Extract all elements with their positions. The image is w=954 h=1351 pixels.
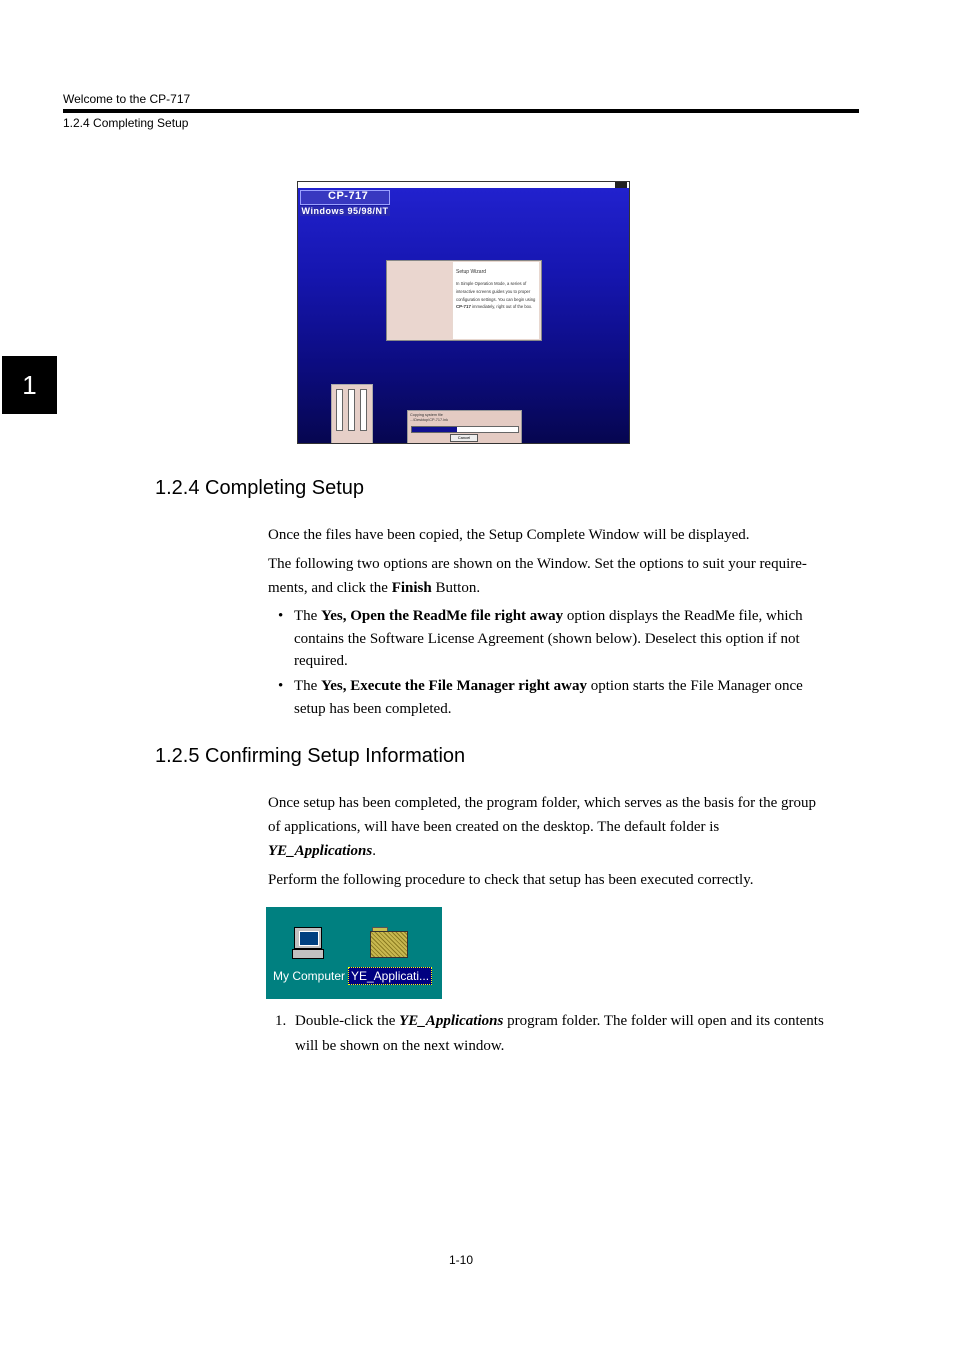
text-span: program folder. The folder will open and its contents xyxy=(503,1013,824,1029)
text-span: Double-click the xyxy=(295,1013,400,1029)
ye-applications-label[interactable]: YE_Applicati... xyxy=(348,967,432,985)
bullet-2-line2: setup has been completed. xyxy=(294,700,452,717)
setup-wizard-dialog xyxy=(386,260,542,341)
meter-1 xyxy=(336,389,343,431)
window-buttons xyxy=(615,182,627,188)
heading-124: 1.2.4 Completing Setup xyxy=(155,477,365,499)
progress-percent: 42 % xyxy=(458,427,466,431)
meter-2 xyxy=(348,389,355,431)
step-1-line1 xyxy=(295,1009,865,1033)
copy-progress-dialog xyxy=(407,410,522,444)
bullet-1-line1 xyxy=(294,605,854,628)
bullet-1-line2: contains the Software License Agreement (shown below). Deselect this option if not xyxy=(294,630,800,647)
meter-3 xyxy=(360,389,367,431)
step-1-line2: will be shown on the next window. xyxy=(295,1038,505,1054)
screenshot-titlebar xyxy=(298,182,629,188)
text-span: option starts the File Manager once xyxy=(587,678,803,694)
wizard-preview-panel xyxy=(388,262,452,339)
text-span: option displays the ReadMe file, which xyxy=(563,608,803,624)
my-computer-icon[interactable] xyxy=(292,927,322,959)
bullet-2 xyxy=(278,675,854,720)
step-number: 1. xyxy=(275,1013,287,1029)
finish-bold: Finish xyxy=(391,580,432,596)
progress-fill xyxy=(412,427,457,432)
folder-body xyxy=(370,931,408,958)
step-1 xyxy=(295,1009,865,1058)
chapter-tab: 1 xyxy=(2,356,57,414)
page-number: 1-10 xyxy=(449,1253,474,1267)
bullet-dot: • xyxy=(278,608,284,624)
para-124-2b xyxy=(268,576,480,600)
logo-name: CP-717 xyxy=(328,190,369,202)
copy-text xyxy=(410,413,448,423)
screen-shape xyxy=(299,931,319,946)
para-125-1a: Once setup has been completed, the program folder, which serves as the basis for the group xyxy=(268,795,816,811)
bullet-1-bold: Yes, Open the ReadMe file right away xyxy=(321,608,564,624)
step-folder-bold: YE_Applications xyxy=(399,1013,504,1029)
cancel-button[interactable]: Cancel xyxy=(450,434,478,442)
base-shape xyxy=(292,949,324,959)
wizard-text-1: In Simple Operation Mode, a series of interactive screens guides you to proper configuration settings. You can begin using xyxy=(456,281,536,302)
running-header-section: 1.2.4 Completing Setup xyxy=(63,116,189,130)
copy-path: ...\Desktop\CP-717.lnk xyxy=(410,418,448,422)
running-header-title: Welcome to the CP-717 xyxy=(63,92,191,106)
text-span: The xyxy=(294,678,322,694)
text-span: ments, and click the xyxy=(268,580,392,596)
bullet-2-bold: Yes, Execute the File Manager right away xyxy=(321,678,587,694)
desktop-screenshot xyxy=(266,907,442,999)
text-span: Button. xyxy=(431,580,481,596)
wizard-body xyxy=(456,280,538,311)
logo-os: Windows 95/98/NT xyxy=(301,206,389,216)
setup-screenshot xyxy=(297,181,630,444)
text-span: . xyxy=(372,843,376,859)
monitor-shape xyxy=(294,927,322,949)
para-125-2: Perform the following procedure to check that setup has been executed correctly. xyxy=(268,872,754,888)
heading-125: 1.2.5 Confirming Setup Information xyxy=(155,745,466,767)
text-span: The xyxy=(294,608,322,624)
wizard-bold: CP-717 xyxy=(456,304,471,310)
bullet-1 xyxy=(278,605,854,673)
disk-meters xyxy=(331,384,373,444)
wizard-title: Setup Wizard xyxy=(456,269,487,275)
bullet-1-line3: required. xyxy=(294,653,348,669)
folder-icon[interactable] xyxy=(370,927,408,957)
folder-name-bold: YE_Applications xyxy=(268,843,373,859)
para-124-1: Once the files have been copied, the Setup Complete Window will be displayed. xyxy=(268,527,750,543)
bullet-dot: • xyxy=(278,678,284,694)
progress-bar xyxy=(411,426,519,433)
header-rule xyxy=(63,109,859,113)
wizard-text-2: immediately, right out of the box. xyxy=(472,304,533,310)
copy-label: Copying system file xyxy=(410,413,443,417)
my-computer-label[interactable]: My Computer xyxy=(273,969,346,983)
para-125-1b: of applications, will have been created on the desktop. The default folder is xyxy=(268,819,720,835)
bullet-2-line1 xyxy=(294,675,854,698)
wizard-info-panel xyxy=(453,262,539,339)
cp717-logo xyxy=(300,190,390,216)
para-124-2a: The following two options are shown on the Window. Set the options to suit your require- xyxy=(268,556,807,572)
para-125-1c xyxy=(268,839,376,863)
